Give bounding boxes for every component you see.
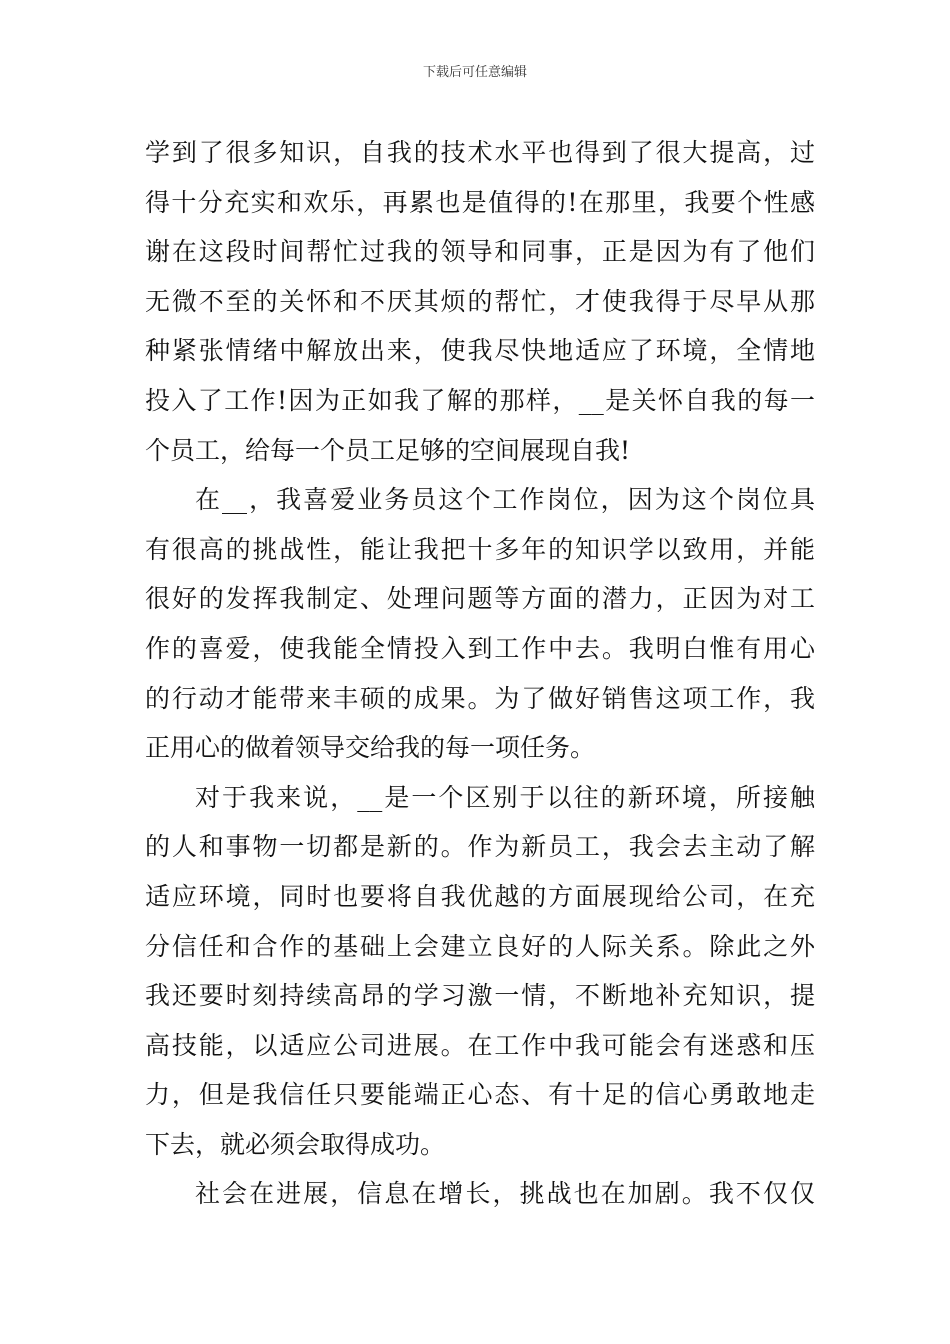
text-line: 个员工，给每一个员工足够的空间展现自我! <box>145 435 631 465</box>
text-line: 学到了很多知识，自我的技术水平也得到了很大提高，过 <box>145 138 815 167</box>
paragraph-1 <box>145 128 815 475</box>
text-line: 投入了工作!因为正如我了解的那样，__是关怀自我的每一 <box>145 385 815 415</box>
text-line: 有很高的挑战性，能让我把十多年的知识学以致用，并能 <box>145 534 815 564</box>
document-body <box>145 128 815 1219</box>
paragraph-3 <box>145 773 815 1170</box>
text-line: 很好的发挥我制定、处理问题等方面的潜力，正因为对工 <box>145 584 815 614</box>
text-line: 谢在这段时间帮忙过我的领导和同事，正是因为有了他们 <box>145 237 815 267</box>
page-header-note: 下载后可任意编辑 <box>422 65 527 80</box>
text-line: 得十分充实和欢乐，再累也是值得的!在那里，我要个性感 <box>145 187 815 217</box>
text-line: 对于我来说，__是一个区别于以往的新环境，所接触 <box>195 782 815 812</box>
text-line: 的行动才能带来丰硕的成果。为了做好销售这项工作，我 <box>145 683 815 713</box>
paragraph-2 <box>145 475 815 773</box>
text-line: 正用心的做着领导交给我的每一项任务。 <box>145 733 596 763</box>
text-line: 适应环境，同时也要将自我优越的方面展现给公司，在充 <box>145 881 815 911</box>
text-line: 我还要时刻持续高昂的学习激一情，不断地补充知识，提 <box>145 981 815 1011</box>
text-line: 高技能，以适应公司进展。在工作中我可能会有迷惑和压 <box>145 1030 815 1060</box>
text-line: 分信任和合作的基础上会建立良好的人际关系。除此之外 <box>145 931 815 961</box>
paragraph-4 <box>145 1169 815 1219</box>
text-line: 的人和事物一切都是新的。作为新员工，我会去主动了解 <box>145 832 815 862</box>
text-line: 下去，就必须会取得成功。 <box>145 1129 446 1159</box>
text-line: 种紧张情绪中解放出来，使我尽快地适应了环境，全情地 <box>145 336 815 366</box>
text-line: 作的喜爱，使我能全情投入到工作中去。我明白惟有用心 <box>145 633 815 663</box>
text-line: 在__，我喜爱业务员这个工作岗位，因为这个岗位具 <box>195 485 815 515</box>
text-line: 社会在进展，信息在增长，挑战也在加剧。我不仅仅 <box>195 1179 815 1209</box>
text-line: 无微不至的关怀和不厌其烦的帮忙，才使我得于尽早从那 <box>145 286 815 316</box>
text-line: 力，但是我信任只要能端正心态、有十足的信心勇敢地走 <box>145 1080 815 1110</box>
